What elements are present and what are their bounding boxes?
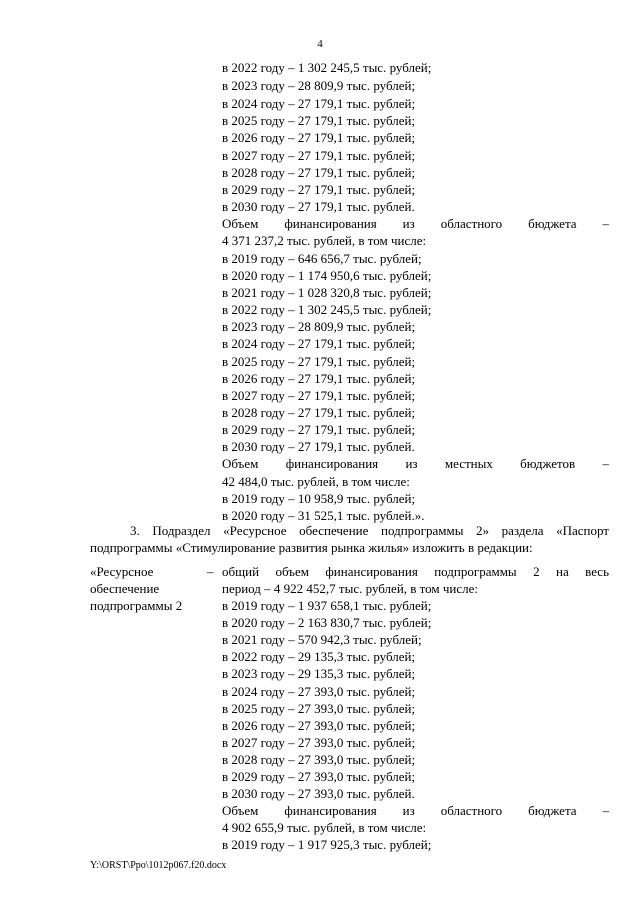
total-financing-period: период – 4 922 452,7 тыс. рублей, в том числе: (222, 581, 479, 596)
regional-budget-total: 4 902 655,9 тыс. рублей, в том числе: (222, 820, 427, 835)
paragraph-3-line-2: подпрограммы «Стимулирование развития рынка жилья» изложить в редакции: (90, 540, 533, 555)
table-dash: – (207, 564, 214, 579)
year-line: в 2025 году – 27 179,1 тыс. рублей; (222, 354, 416, 369)
year-line: в 2030 году – 27 179,1 тыс. рублей. (222, 439, 415, 454)
year-line: в 2021 году – 570 942,3 тыс. рублей; (222, 632, 422, 647)
footer-file-path: Y:\ORST\Ppo\1012p067.f20.docx (90, 860, 227, 871)
year-line: в 2030 году – 27 393,0 тыс. рублей. (222, 786, 415, 801)
year-line: в 2023 году – 29 135,3 тыс. рублей; (222, 666, 416, 681)
page-number: 4 (317, 38, 323, 50)
year-line: в 2019 году – 646 656,7 тыс. рублей; (222, 251, 422, 266)
resource-label: подпрограммы 2 (90, 598, 183, 613)
year-line: в 2019 году – 1 917 925,3 тыс. рублей; (222, 837, 432, 852)
year-line: в 2028 году – 27 393,0 тыс. рублей; (222, 752, 416, 767)
year-line: в 2023 году – 28 809,9 тыс. рублей; (222, 78, 416, 93)
year-line: в 2025 году – 27 393,0 тыс. рублей; (222, 701, 416, 716)
year-line: в 2026 году – 27 179,1 тыс. рублей; (222, 371, 416, 386)
year-line: в 2027 году – 27 179,1 тыс. рублей; (222, 388, 416, 403)
year-line: в 2024 году – 27 179,1 тыс. рублей; (222, 96, 416, 111)
regional-budget-total: 4 371 237,2 тыс. рублей, в том числе: (222, 233, 427, 248)
year-line: в 2022 году – 1 302 245,5 тыс. рублей; (222, 60, 432, 75)
year-line: в 2027 году – 27 393,0 тыс. рублей; (222, 735, 416, 750)
year-line: в 2024 году – 27 393,0 тыс. рублей; (222, 684, 416, 699)
year-line: в 2028 году – 27 179,1 тыс. рублей; (222, 165, 416, 180)
local-budget-heading: Объем финансирования из местных бюджетов – (222, 456, 609, 471)
total-financing-line: общий объем финансирования подпрограммы 2 на весь (222, 564, 609, 579)
resource-label: «Ресурсное (90, 564, 154, 579)
regional-budget-heading: Объем финансирования из областного бюджета – (222, 216, 609, 231)
year-line: в 2019 году – 1 937 658,1 тыс. рублей; (222, 598, 432, 613)
year-line: в 2029 году – 27 179,1 тыс. рублей; (222, 422, 416, 437)
year-line: в 2024 году – 27 179,1 тыс. рублей; (222, 336, 416, 351)
resource-label: обеспечение (90, 581, 160, 596)
year-line: в 2030 году – 27 179,1 тыс. рублей. (222, 199, 415, 214)
year-line: в 2020 году – 2 163 830,7 тыс. рублей; (222, 615, 432, 630)
year-line: в 2026 году – 27 393,0 тыс. рублей; (222, 718, 416, 733)
year-line: в 2025 году – 27 179,1 тыс. рублей; (222, 113, 416, 128)
regional-budget-heading: Объем финансирования из областного бюджета – (222, 803, 609, 818)
year-line: в 2023 году – 28 809,9 тыс. рублей; (222, 319, 416, 334)
year-line: в 2027 году – 27 179,1 тыс. рублей; (222, 148, 416, 163)
year-line: в 2029 году – 27 393,0 тыс. рублей; (222, 769, 416, 784)
year-line: в 2022 году – 1 302 245,5 тыс. рублей; (222, 302, 432, 317)
year-line: в 2028 году – 27 179,1 тыс. рублей; (222, 405, 416, 420)
year-line: в 2019 году – 10 958,9 тыс. рублей; (222, 491, 416, 506)
year-line: в 2026 году – 27 179,1 тыс. рублей; (222, 130, 416, 145)
local-budget-total: 42 484,0 тыс. рублей, в том числе: (222, 474, 410, 489)
year-line: в 2020 году – 31 525,1 тыс. рублей.». (222, 508, 425, 523)
year-line: в 2029 году – 27 179,1 тыс. рублей; (222, 182, 416, 197)
paragraph-3-line-1: 3. Подраздел «Ресурсное обеспечение подпрограммы 2» раздела «Паспорт (130, 523, 609, 538)
year-line: в 2020 году – 1 174 950,6 тыс. рублей; (222, 268, 432, 283)
year-line: в 2022 году – 29 135,3 тыс. рублей; (222, 649, 416, 664)
year-line: в 2021 году – 1 028 320,8 тыс. рублей; (222, 285, 432, 300)
